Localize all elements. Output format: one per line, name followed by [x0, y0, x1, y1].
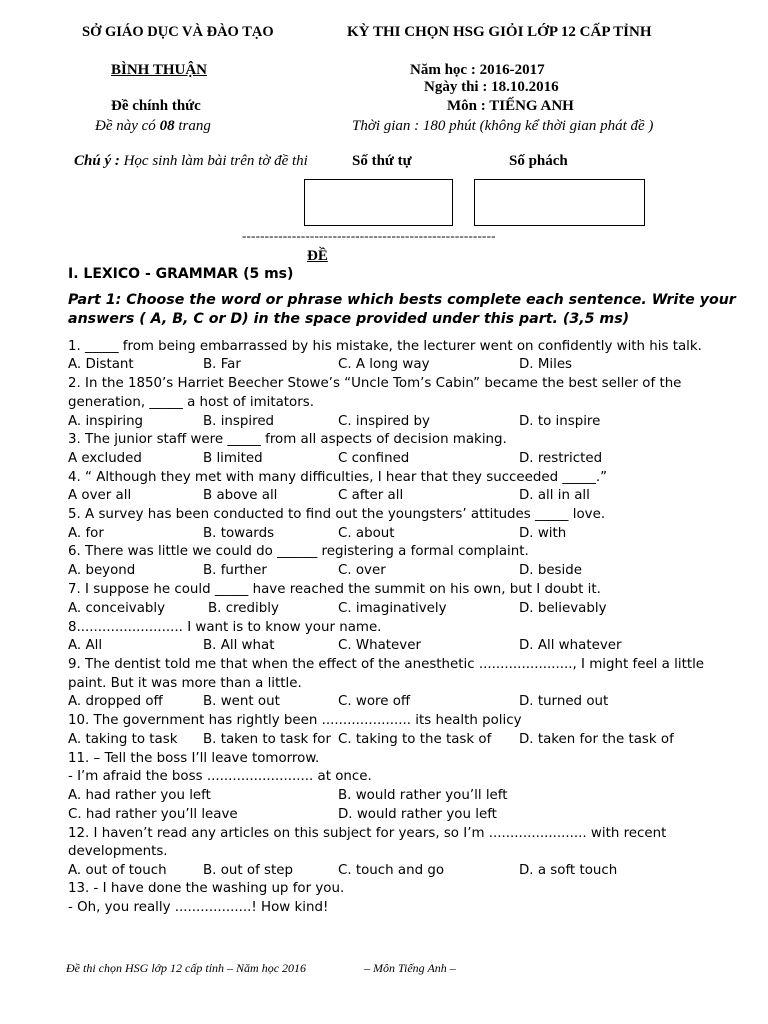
question-11: 11. – Tell the boss I’ll leave tomorrow.: [68, 751, 320, 766]
note: Chú ý : Học sinh làm bài trên tờ đề thi: [74, 153, 308, 169]
question-8: 8......................... I want is to know your name.: [68, 620, 382, 635]
option-9a: A. dropped off: [68, 694, 163, 709]
option-1d: D. Miles: [519, 357, 573, 372]
option-7c: C. imaginatively: [338, 601, 447, 616]
question-10: 10. The government has rightly been ..................... its health policy: [68, 713, 522, 728]
de-title: ĐỀ: [307, 248, 328, 264]
option-10c: C. taking to the task of: [338, 732, 492, 747]
option-4a: A over all: [68, 488, 132, 503]
question-2-cont: generation, _____ a host of imitators.: [68, 395, 314, 410]
department-name: SỞ GIÁO DỤC VÀ ĐÀO TẠO: [82, 24, 274, 40]
option-2d: D. to inspire: [519, 414, 601, 429]
option-3d: D. restricted: [519, 451, 603, 466]
so-phach-box: [474, 179, 645, 226]
question-12-cont: developments.: [68, 844, 168, 859]
option-1a: A. Distant: [68, 357, 134, 372]
option-8a: A. All: [68, 638, 103, 653]
option-5b: B. towards: [203, 526, 275, 541]
option-5d: D. with: [519, 526, 567, 541]
option-11b: B. would rather you’ll left: [338, 788, 508, 803]
question-5: 5. A survey has been conducted to find out the youngsters’ attitudes _____ love.: [68, 507, 606, 522]
option-8d: D. All whatever: [519, 638, 622, 653]
option-4b: B above all: [203, 488, 278, 503]
exam-date: Ngày thi : 18.10.2016: [424, 79, 559, 95]
option-12b: B. out of step: [203, 863, 294, 878]
option-1c: C. A long way: [338, 357, 430, 372]
question-9-cont: paint. But it was more than a little.: [68, 676, 302, 691]
option-3b: B limited: [203, 451, 263, 466]
option-10a: A. taking to task: [68, 732, 178, 747]
question-13: 13. - I have done the washing up for you.: [68, 881, 345, 896]
option-6d: D. beside: [519, 563, 582, 578]
question-9: 9. The dentist told me that when the effect of the anesthetic ......................, I might feel a little: [68, 657, 705, 672]
question-12: 12. I haven’t read any articles on this subject for years, so I’m ....................... with recent: [68, 826, 667, 841]
option-2b: B. inspired: [203, 414, 275, 429]
option-4d: D. all in all: [519, 488, 590, 503]
divider: --------------------------------------------------------: [242, 228, 496, 243]
option-3a: A excluded: [68, 451, 142, 466]
page-count: Đề này có 08 trang: [95, 118, 211, 134]
so-thu-tu-label: Số thứ tự: [352, 153, 412, 169]
footer-left: Đề thi chọn HSG lớp 12 cấp tỉnh – Năm học 2016: [66, 961, 307, 975]
option-3c: C confined: [338, 451, 410, 466]
question-1: 1. _____ from being embarrassed by his mistake, the lecturer went on confidently with his talk.: [68, 339, 702, 354]
exam-title: KỲ THI CHỌN HSG GIỎI LỚP 12 CẤP TỈNH: [347, 24, 652, 40]
option-11c: C. had rather you’ll leave: [68, 807, 238, 822]
option-7a: A. conceivably: [68, 601, 166, 616]
option-4c: C after all: [338, 488, 404, 503]
option-10d: D. taken for the task of: [519, 732, 674, 747]
option-9b: B. went out: [203, 694, 280, 709]
option-10b: B. taken to task for: [203, 732, 331, 747]
option-8b: B. All what: [203, 638, 275, 653]
option-7d: D. believably: [519, 601, 607, 616]
so-phach-label: Số phách: [509, 153, 568, 169]
option-8c: C. Whatever: [338, 638, 421, 653]
subject: Môn : TIẾNG ANH: [447, 98, 574, 114]
exam-duration: Thời gian : 180 phút (không kể thời gian phát đề ): [352, 118, 654, 134]
option-1b: B. Far: [203, 357, 241, 372]
option-5c: C. about: [338, 526, 395, 541]
option-2a: A. inspiring: [68, 414, 144, 429]
so-thu-tu-box: [304, 179, 453, 226]
question-11-cont: - I’m afraid the boss ......................... at once.: [68, 769, 372, 784]
question-7: 7. I suppose he could _____ have reached the summit on his own, but I doubt it.: [68, 582, 601, 597]
option-9c: C. wore off: [338, 694, 411, 709]
footer-right: – Môn Tiếng Anh –: [364, 961, 456, 975]
option-12c: C. touch and go: [338, 863, 445, 878]
option-6b: B. further: [203, 563, 267, 578]
option-12a: A. out of touch: [68, 863, 167, 878]
option-2c: C. inspired by: [338, 414, 430, 429]
option-7b: B. credibly: [208, 601, 279, 616]
question-4: 4. “ Although they met with many difficulties, I hear that they succeeded _____.”: [68, 470, 608, 485]
part-instruction-line-2: answers ( A, B, C or D) in the space provided under this part. (3,5 ms): [68, 311, 630, 327]
question-13-cont: - Oh, you really ..................! How kind!: [68, 900, 329, 915]
option-6c: C. over: [338, 563, 386, 578]
part-instruction-line-1: Part 1: Choose the word or phrase which bests complete each sentence. Write your: [68, 292, 736, 308]
option-9d: D. turned out: [519, 694, 609, 709]
option-11a: A. had rather you left: [68, 788, 211, 803]
province-name: BÌNH THUẬN: [111, 62, 207, 78]
option-5a: A. for: [68, 526, 104, 541]
option-11d: D. would rather you left: [338, 807, 497, 822]
school-year: Năm học : 2016-2017: [410, 62, 545, 78]
official-label: Đề chính thức: [111, 98, 201, 114]
question-2: 2. In the 1850’s Harriet Beecher Stowe’s “Uncle Tom’s Cabin” became the best seller of the: [68, 376, 682, 391]
section-title: I. LEXICO - GRAMMAR (5 ms): [68, 266, 294, 282]
question-6: 6. There was little we could do ______ registering a formal complaint.: [68, 544, 529, 559]
question-3: 3. The junior staff were _____ from all aspects of decision making.: [68, 432, 507, 447]
option-12d: D. a soft touch: [519, 863, 618, 878]
option-6a: A. beyond: [68, 563, 136, 578]
